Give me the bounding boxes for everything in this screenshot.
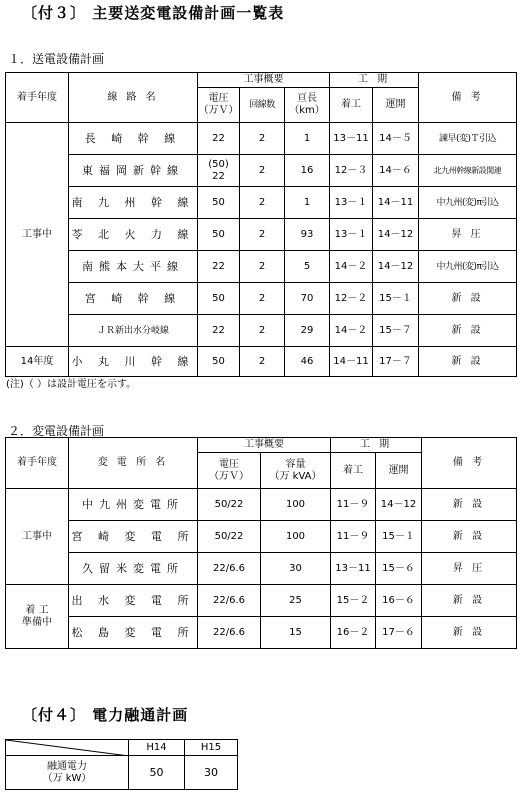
header-length: 亘長 （km）: [285, 88, 330, 123]
start-cell: 13－１: [330, 219, 373, 251]
note-cell: 新 設: [422, 585, 517, 617]
capacity-cell: 30: [261, 553, 331, 585]
length-cell: 70: [285, 283, 330, 315]
header-period: 工 期: [330, 73, 419, 88]
circuits-cell: 2: [240, 283, 285, 315]
interchange-table: [5, 739, 238, 790]
page-title-4: 〔付４〕 電力融通計画: [22, 706, 189, 724]
start-cell: 12－２: [330, 283, 373, 315]
header-period: 工 期: [331, 438, 422, 453]
header-year: 着手年度: [6, 73, 69, 123]
start-cell: 13－11: [330, 123, 373, 155]
header-start: 着工: [331, 453, 376, 489]
circuits-cell: 2: [240, 187, 285, 219]
header-note: 備 考: [422, 438, 517, 489]
route-name: 小 丸 川 幹 線: [69, 347, 198, 377]
note-cell: 北九州幹線新設関連: [419, 155, 517, 187]
route-name: 長 崎 幹 線: [69, 123, 198, 155]
station-name: 宮 崎 変 電 所: [69, 521, 198, 553]
station-name: 出 水 変 電 所: [69, 585, 198, 617]
start-cell: 15－２: [331, 585, 376, 617]
op-cell: 16－６: [376, 585, 422, 617]
value-h14: 50: [129, 756, 185, 790]
voltage-cell: (50) 22: [198, 155, 240, 187]
note-cell: 新 設: [422, 617, 517, 649]
footnote: (注)（ ）は設計電圧を示す。: [6, 379, 137, 390]
substation-table: [5, 437, 517, 649]
op-cell: 14－11: [373, 187, 419, 219]
note-cell: 新 設: [422, 489, 517, 521]
capacity-cell: 100: [261, 521, 331, 553]
group-preparing: 着 工 準備中: [6, 585, 69, 649]
circuits-cell: 2: [240, 155, 285, 187]
header-start: 着工: [330, 88, 373, 123]
op-cell: 15－６: [376, 553, 422, 585]
start-cell: 14－２: [330, 251, 373, 283]
header-year: 着手年度: [6, 438, 69, 489]
op-cell: 14－12: [373, 219, 419, 251]
station-name: 中九州変電所: [69, 489, 198, 521]
start-cell: 12－３: [330, 155, 373, 187]
route-name: ＪＲ新出水分岐線: [69, 315, 198, 347]
op-cell: 14－12: [376, 489, 422, 521]
start-cell: 13－１: [330, 187, 373, 219]
op-cell: 14－６: [373, 155, 419, 187]
diagonal-header-cell: [6, 740, 129, 756]
length-cell: 5: [285, 251, 330, 283]
note-cell: 新 設: [419, 347, 517, 377]
header-work: 工事概要: [198, 438, 331, 453]
route-name: 東福岡新幹線: [69, 155, 198, 187]
start-cell: 16－２: [331, 617, 376, 649]
start-cell: 11－９: [331, 521, 376, 553]
voltage-cell: 50: [198, 347, 240, 377]
voltage-cell: 22: [198, 251, 240, 283]
group-fy14: 14年度: [6, 347, 69, 377]
header-circuits: 回線数: [240, 88, 285, 123]
voltage-cell: 50: [198, 187, 240, 219]
circuits-cell: 2: [240, 347, 285, 377]
route-name: 南熊本大平線: [69, 251, 198, 283]
note-cell: 諫早(変)Ｔ引込: [419, 123, 517, 155]
station-name: 久留米変電所: [69, 553, 198, 585]
op-cell: 17－７: [373, 347, 419, 377]
voltage-cell: 50/22: [198, 489, 261, 521]
voltage-cell: 22/6.6: [198, 553, 261, 585]
section-title-substation: ２．変電設備計画: [8, 424, 105, 438]
capacity-cell: 25: [261, 585, 331, 617]
note-cell: 中九州(変)π引込: [419, 187, 517, 219]
length-cell: 93: [285, 219, 330, 251]
col-h15: H15: [185, 740, 238, 756]
voltage-cell: 50: [198, 283, 240, 315]
circuits-cell: 2: [240, 315, 285, 347]
op-cell: 15－７: [373, 315, 419, 347]
group-under-construction: 工事中: [6, 489, 69, 585]
route-name: 宮 崎 幹 線: [69, 283, 198, 315]
start-cell: 14－２: [330, 315, 373, 347]
op-cell: 14－５: [373, 123, 419, 155]
col-h14: H14: [129, 740, 185, 756]
header-op: 運開: [373, 88, 419, 123]
header-work: 工事概要: [198, 73, 330, 88]
capacity-cell: 15: [261, 617, 331, 649]
start-cell: 14－11: [330, 347, 373, 377]
header-voltage: 電圧 （万Ｖ）: [198, 88, 240, 123]
header-station: 変 電 所 名: [69, 438, 198, 489]
length-cell: 1: [285, 123, 330, 155]
header-capacity: 容量 （万 kVA）: [261, 453, 331, 489]
circuits-cell: 2: [240, 251, 285, 283]
group-under-construction: 工事中: [6, 123, 69, 347]
page-title-3: 〔付３〕 主要送変電設備計画一覧表: [22, 4, 285, 22]
note-cell: 昇 圧: [419, 219, 517, 251]
voltage-cell: 50: [198, 219, 240, 251]
transmission-table: [5, 72, 517, 377]
note-cell: 中九州(変)π引込: [419, 251, 517, 283]
start-cell: 13－11: [331, 553, 376, 585]
op-cell: 15－１: [373, 283, 419, 315]
voltage-cell: 22/6.6: [198, 617, 261, 649]
route-name: 苓 北 火 力 線: [69, 219, 198, 251]
note-cell: 新 設: [419, 315, 517, 347]
length-cell: 29: [285, 315, 330, 347]
station-name: 松 島 変 電 所: [69, 617, 198, 649]
diagonal-line: [6, 740, 129, 756]
op-cell: 14－12: [373, 251, 419, 283]
circuits-cell: 2: [240, 123, 285, 155]
header-op: 運開: [376, 453, 422, 489]
header-note: 備 考: [419, 73, 517, 123]
start-cell: 11－９: [331, 489, 376, 521]
circuits-cell: 2: [240, 219, 285, 251]
length-cell: 1: [285, 187, 330, 219]
capacity-cell: 100: [261, 489, 331, 521]
note-cell: 新 設: [422, 521, 517, 553]
row-label-interchange: 融通電力 （万 kW）: [6, 756, 129, 790]
length-cell: 16: [285, 155, 330, 187]
header-route: 線 路 名: [69, 73, 198, 123]
length-cell: 46: [285, 347, 330, 377]
voltage-cell: 22/6.6: [198, 585, 261, 617]
note-cell: 新 設: [419, 283, 517, 315]
section-title-transmission: １．送電設備計画: [8, 52, 105, 66]
route-name: 南 九 州 幹 線: [69, 187, 198, 219]
op-cell: 15－１: [376, 521, 422, 553]
op-cell: 17－６: [376, 617, 422, 649]
voltage-cell: 22: [198, 315, 240, 347]
voltage-cell: 50/22: [198, 521, 261, 553]
voltage-cell: 22: [198, 123, 240, 155]
value-h15: 30: [185, 756, 238, 790]
header-voltage: 電圧 （万Ｖ）: [198, 453, 261, 489]
note-cell: 昇 圧: [422, 553, 517, 585]
